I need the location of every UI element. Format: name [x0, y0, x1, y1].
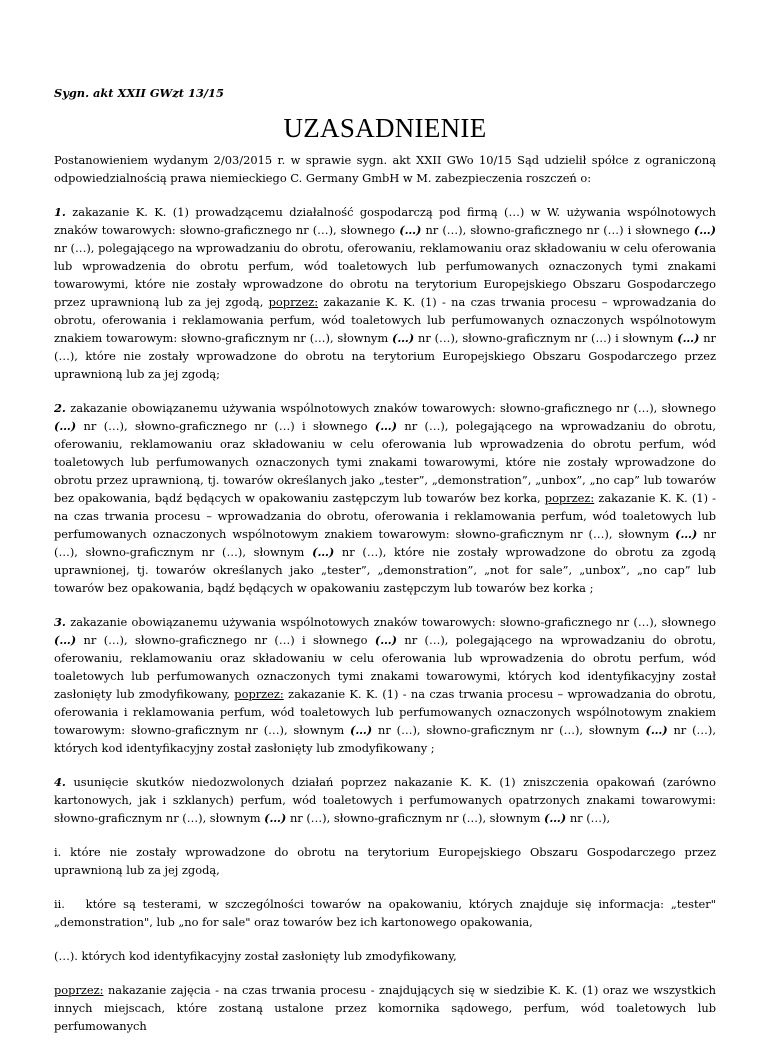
item-text: nr (…), słowno-graficznego nr (…) i słownego [76, 633, 375, 647]
case-reference: Sygn. akt XXII GWzt 13/15 [54, 86, 224, 100]
claim-item-3 [54, 613, 716, 757]
trademark-mark: (…) [693, 223, 716, 237]
item-text: usunięcie skutków niedozwolonych działań poprzez nakazanie K. K. (1) zniszczenia opakowań (zarówno kartonowych, jak i szklanych) perfum, wód toaletowych i perfumowanych opatrzonych znakami towarowymi: słowno-graficznym nr (…), słownym [54, 775, 716, 825]
trademark-mark: (…) [312, 545, 335, 559]
item-text: nr (…), polegającego na wprowadzaniu do obrotu, oferowaniu, reklamowaniu oraz składowaniu w celu oferowania lub wprowadzenia do obrotu perfum, wód toaletowych lub perfumowanych oznaczonych tymi znakami towarowymi, które nie zostały wprowadzone do obrotu na terytorium Europejskiego Obszaru Gospodarczego przez uprawnioną lub za jej zgodą, [54, 241, 716, 309]
item-text: zakazanie obowiązanemu używania wspólnotowych znaków towarowych: słowno-graficznego nr (…), słownego [65, 615, 716, 629]
claim-item-1 [54, 203, 716, 383]
trademark-mark: (…) [399, 223, 422, 237]
poprzez-label: poprzez: [268, 295, 319, 309]
item-text: nr (…), słowno-graficznego nr (…) i słownego [76, 419, 375, 433]
claim-item-4 [54, 773, 716, 827]
item-text: zakazanie K. K. (1) - na czas trwania procesu – wprowadzania do obrotu, oferowania i reklamowania perfum, wód toaletowych lub perfumowanych oznaczonych wspólnotowym znakiem towarowym: słowno-graficznym nr (…), słownym [54, 295, 716, 345]
trademark-mark: (…) [54, 633, 77, 647]
claim-item-2 [54, 399, 716, 597]
trademark-mark: (…) [374, 633, 397, 647]
item-text: nr (…), słowno-graficznym nr (…), słownym [286, 811, 545, 825]
item-text: nr (…), polegającego na wprowadzaniu do obrotu, oferowaniu, reklamowaniu oraz składowaniu w celu oferowania lub wprowadzenia do obrotu perfum, wód toaletowych lub perfumowanych oznaczonych tymi znakami towarowymi, których kod identyfikacyjny został zasłonięty lub zmodyfikowany, [54, 633, 717, 701]
trademark-mark: (…) [391, 331, 415, 345]
intro-paragraph: Postanowieniem wydanym 2/03/2015 r. w sprawie sygn. akt XXII GWo 10/15 Sąd udzielił spółce z ograniczoną odpowiedzialnością prawa niemieckiego C. Germany GmbH w M. zabezpieczenia roszczeń o: [54, 153, 716, 185]
poprzez-label: poprzez: [54, 983, 104, 997]
item-number: 1. [54, 205, 66, 219]
poprzez-label: poprzez: [544, 491, 595, 505]
sub-item-ii: ii. które są testerami, w szczególności towarów na opakowaniu, których znajduje się informacja: „tester" „demonstration", lub „no for sale" oraz towarów bez ich kartonowego opakowania, [54, 897, 720, 929]
item-text: nr (…), słowno-graficznym nr (…), słownym [54, 527, 717, 559]
item-text: zakazanie K. K. (1) - na czas trwania procesu – wprowadzania do obrotu, oferowania i reklamowania perfum, wód toaletowych lub perfumowanych oznaczonych wspólnotowym znakiem towarowym: słowno-graficznym nr (…), słownym [54, 491, 716, 541]
document-title: UZASADNIENIE [283, 113, 487, 143]
poprzez-label: poprzez: [234, 687, 284, 701]
item-number: 4. [54, 775, 66, 789]
trademark-mark: (…) [350, 723, 373, 737]
trademark-mark: (…) [544, 811, 567, 825]
sub-item-i: i. które nie zostały wprowadzone do obrotu na terytorium Europejskiego Obszaru Gospodarczego przez uprawnioną lub za jej zgodą, [54, 845, 716, 877]
trademark-mark: (…) [675, 527, 698, 541]
item-text: nakazanie zajęcia - na czas trwania procesu - znajdujących się w siedzibie K. K. (1) oraz we wszystkich innych miejscach, które zostaną ustalone przez komornika sądowego, perfum, wód toaletowych lub perfumowanych [54, 983, 716, 1033]
item-number: 2. [54, 401, 66, 415]
item-text: nr (…), słowno-graficznym nr (…) i słownym [414, 331, 678, 345]
item-text: nr (…), których kod identyfikacyjny został zasłonięty lub zmodyfikowany ; [54, 723, 716, 755]
item-text: nr (…), [566, 811, 611, 825]
final-paragraph [54, 981, 716, 1035]
trademark-mark: (…) [374, 419, 397, 433]
trademark-mark: (…) [677, 331, 700, 345]
trademark-mark: (…) [54, 419, 77, 433]
item-text: zakazanie obowiązanemu używania wspólnotowych znaków towarowych: słowno-graficznego nr (…), słownego [65, 401, 716, 415]
item-text: zakazanie K. K. (1) prowadzącemu działalność gospodarczą pod firmą (…) w W. używania wspólnotowych znaków towarowych: słowno-graficznego nr (…), słownego [54, 205, 716, 237]
item-text: nr (…), polegającego na wprowadzaniu do obrotu, oferowaniu, reklamowaniu oraz składowaniu w celu oferowania lub wprowadzenia do obrotu perfum, wód toaletowych lub perfumowanych oznaczonych tymi znakami towarowymi, które nie zostały wprowadzone do obrotu przez uprawnioną, tj. towarów określanych jako „tester”, „demonstration”, „unbox”, „no cap” lub towarów bez opakowania, bądź będących w opakowaniu zastępczym lub towarów bez korka, [54, 419, 717, 505]
sub-item-iii: (…). których kod identyfikacyjny został zasłonięty lub zmodyfikowany, [54, 949, 457, 963]
item-text: nr (…), słowno-graficznego nr (…) i słownego [421, 223, 694, 237]
item-text: nr (…), które nie zostały wprowadzone do obrotu na terytorium Europejskiego Obszaru Gospodarczego przez uprawnioną lub za jej zgodą; [54, 331, 716, 381]
item-text: zakazanie K. K. (1) - na czas trwania procesu – wprowadzania do obrotu, oferowania i reklamowania perfum, wód toaletowych lub perfumowanych oznaczonych wspólnotowym znakiem towarowym: słowno-graficznym nr (…), słownym [54, 687, 716, 737]
trademark-mark: (…) [645, 723, 668, 737]
item-text: nr (…), które nie zostały wprowadzone do obrotu za zgodą uprawnionej, tj. towarów określanych jako „tester”, „demonstration”, „not for sale”, „unbox”, „no cap” lub towarów bez opakowania, bądź będących w opakowaniu zastępczym lub towarów bez korka ; [54, 545, 716, 595]
item-text: nr (…), słowno-graficznym nr (…), słownym [372, 723, 646, 737]
document-page [54, 84, 720, 1051]
trademark-mark: (…) [264, 811, 287, 825]
item-number: 3. [54, 615, 66, 629]
